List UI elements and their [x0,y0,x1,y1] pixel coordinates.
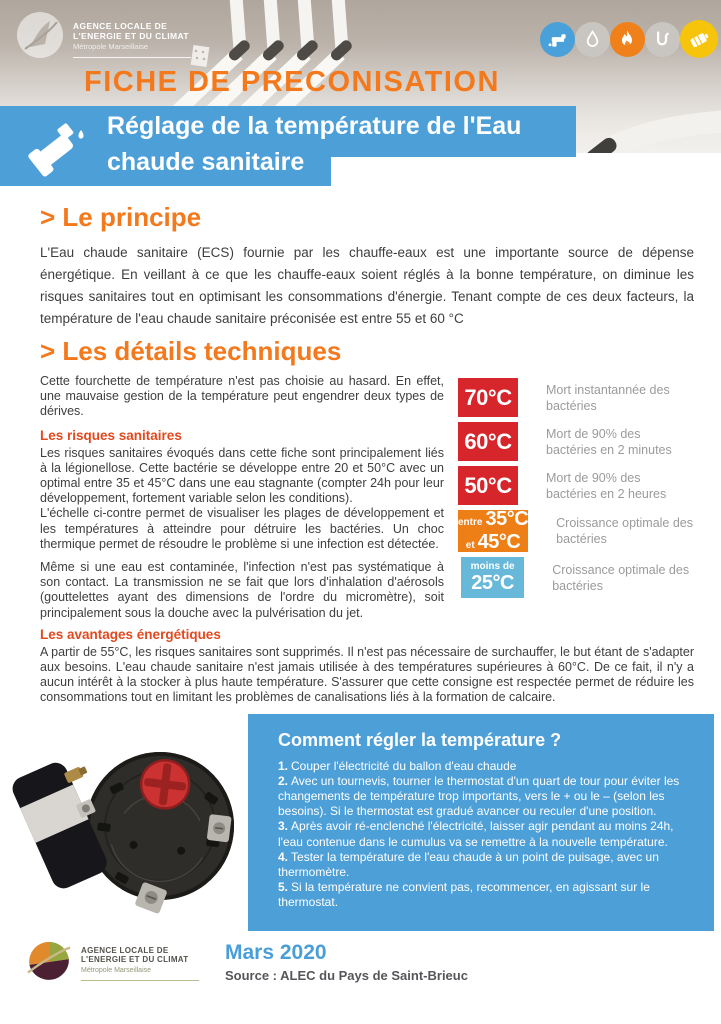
scale-box-70c: 70°C [458,378,518,417]
flame-badge [610,22,645,57]
heading-principle: > Le principe [40,202,202,232]
risks-paragraph-1: Les risques sanitaires évoqués dans cette fiche sont principalement liés à la légionellose. Cette bactérie se développe entre 20 et 50°C avec un optimal entre 35 et 45°C dans une eau stagnante (compter 24h pour leur développement, fortement variable selon les conditions). [40,445,444,506]
footer-agency-line1: AGENCE LOCALE DE [81,945,169,955]
principle-paragraph: L'Eau chaude sanitaire (ECS) fournie par les chauffe-eaux est une importante source de dépense énergétique. En veillant à ce que les chauffe-eaux soient réglés à la bonne température, on diminue les risques sanitaires tout en optimisant les consommations d'énergie. Tenant compte de ces deux facteurs, la température de l'eau chaude sanitaire préconisée est entre 55 et 60 °C [40,245,694,326]
agency-logo-icon [16,11,64,59]
scale-row-60c [458,422,694,461]
battery-icon [688,28,711,51]
thermostat-photo [8,714,248,931]
risks-paragraph-3: Même si une eau est contaminée, l'infection n'est pas systématique à son contact. La transmission ne se fait que lors d'inhalation d'aérosols (gouttelettes ayant des dimensions de l'ordre du micromètre), soit principalement sous la douche avec la pulvérisation du jet. [40,560,444,620]
temperature-scale [458,374,694,621]
agency-subtitle: Métropole Marseillaise [73,42,149,51]
scale-box-50c: 50°C [458,466,518,505]
scale-desc-60c: Mort de 90% des bactéries en 2 minutes [546,426,672,457]
battery-badge [680,20,718,58]
footer-source: Source : ALEC du Pays de Saint-Brieuc [225,967,468,983]
faucet-title-icon [24,110,98,182]
thermostat-illustration [8,728,244,926]
footer-agency-name [81,939,199,981]
flame-icon [617,29,638,50]
pipe-icon [652,29,673,50]
scale-row-25c [458,557,694,598]
bottom-row [8,714,714,931]
doc-title-line2: chaude sanitaire [107,148,305,176]
pipe-badge [645,22,680,57]
droplet-icon [582,29,603,50]
howto-step-5: 5. Si la température ne convient pas, recommencer, en agissant sur le thermostat. [278,880,650,910]
technical-text-column [40,374,444,621]
risks-paragraph-2: L'échelle ci-contre permet de visualiser les plages de développement et les températures à atteindre pour détruire les bactéries. Un choc thermique permet de résoudre le problème si une infection est détectée. [40,506,444,551]
scale-desc-70c: Mort instantannée des bactéries [546,382,670,413]
footer-logo-icon [26,939,72,985]
scale-row-50c [458,466,694,505]
howto-heading: Comment régler la température ? [278,729,562,750]
agency-divider [73,57,191,58]
agency-logo [16,11,191,59]
footer-agency-line2: L'ENERGIE ET DU CLIMAT [81,955,189,965]
scale-box-60c: 60°C [458,422,518,461]
heading-technical: > Les détails techniques [40,336,342,366]
scale-desc-35-45c: Croissance optimale des bactéries [556,516,694,546]
scale-row-35-45c [458,510,694,552]
scale-desc-50c: Mort de 90% des bactéries en 2 heures [546,470,667,501]
agency-name-line1: AGENCE LOCALE DE [73,21,168,31]
risks-heading: Les risques sanitaires [40,427,182,443]
faucet-icon [547,29,568,50]
howto-step-3: 3. Après avoir ré-enclenché l'électricité, laisser agir pendant au moins 24h, l'eau contenue dans le cumulus va se remettre à la nouvelle température. [278,819,674,849]
header [0,0,721,186]
scale-desc-25c: Croissance optimale des bactéries [552,562,690,593]
howto-step-4: 4. Tester la température de l'eau chaude à un point de puisage, avec un thermomètre. [278,849,659,880]
droplet-badge [575,22,610,57]
advantages-heading: Les avantages énergétiques [40,626,221,642]
doc-title-line1: Réglage de la température de l'Eau [107,112,522,140]
scale-box-25c: moins de 25°C [461,557,524,598]
footer-agency-subtitle: Métropole Marseillaise [81,966,152,974]
howto-step-1: 1. Couper l'électricité du ballon d'eau chaude [278,758,517,773]
agency-name-line2: L'ENERGIE ET DU CLIMAT [73,31,189,41]
footer [26,939,694,985]
scale-row-70c [458,378,694,417]
theme-badges [540,20,718,58]
footer-date: Mars 2020 [225,940,327,964]
footer-divider [81,980,199,981]
howto-step-2: 2. Avec un tournevis, tourner le thermostat d'un quart de tour pour éviter les changements de température trop importants, vers le + ou le – (selon les besoins). Si le thermostat est gradué avancer ou reculer d'une position. [278,773,680,819]
advantages-paragraph: A partir de 55°C, les risques sanitaires sont supprimés. Il n'est pas nécessaire de surchauffer, le but étant de s'adapter aux besoins. L'eau chaude sanitaire n'est jamais utilisée à des températures supérieures à 60°C. De ce fait, il n'y a aucun intérêt à la stocker à plus haute température. S'assurer que cette consigne est respectée permet de réduire les consommations tout en limitant les problèmes de canalisations liés à la formation de calcaire. [40,644,694,705]
howto-box [248,714,714,931]
technical-columns [40,374,694,621]
main-content [0,186,721,985]
technical-intro-paragraph: Cette fourchette de température n'est pas choisie au hasard. En effet, une mauvaise gestion de la température peut engendrer deux types de dérives. [40,374,444,419]
scale-box-35-45c: entre 35°C et 45°C [458,508,529,553]
doc-kicker: FICHE DE PRECONISATION [84,66,500,98]
faucet-badge [540,22,575,57]
